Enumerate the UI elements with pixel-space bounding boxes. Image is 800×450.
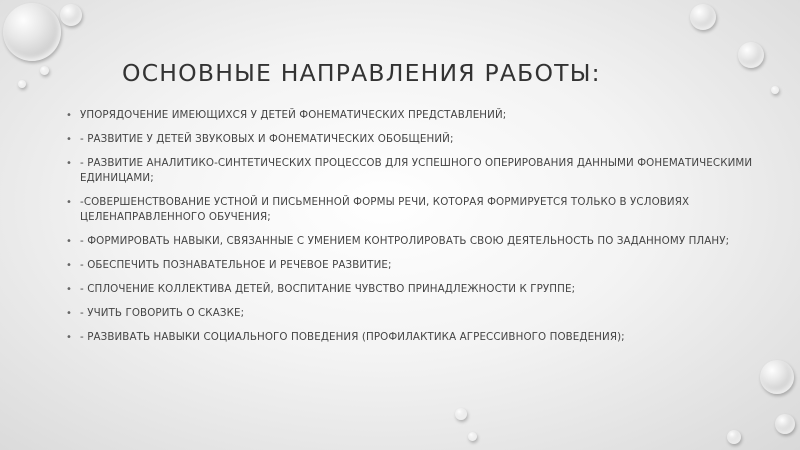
water-drop-decoration [738,42,764,68]
water-drop-decoration [690,4,716,30]
list-item-text: - ОБЕСПЕЧИТЬ ПОЗНАВАТЕЛЬНОЕ И РЕЧЕВОЕ РАЗВИТИЕ; [80,259,392,271]
list-item-text: УПОРЯДОЧЕНИЕ ИМЕЮЩИХСЯ У ДЕТЕЙ ФОНЕМАТИЧЕСКИХ ПРЕДСТАВЛЕНИЙ; [80,109,507,121]
list-item [66,282,756,297]
bullet-icon: • [66,308,72,319]
water-drop-decoration [40,66,49,75]
list-item [66,195,756,225]
bullet-icon: • [66,110,72,121]
bullet-icon: • [66,260,72,271]
list-item-text: - РАЗВИВАТЬ НАВЫКИ СОЦИАЛЬНОГО ПОВЕДЕНИЯ (ПРОФИЛАКТИКА АГРЕССИВНОГО ПОВЕДЕНИЯ); [80,331,625,343]
water-drop-decoration [455,408,467,420]
bullet-icon: • [66,236,72,247]
water-drop-decoration [760,360,794,394]
list-item [66,156,756,186]
list-item [66,132,756,147]
water-drop-decoration [60,4,82,26]
list-item-text: - РАЗВИТИЕ У ДЕТЕЙ ЗВУКОВЫХ И ФОНЕМАТИЧЕСКИХ ОБОБЩЕНИЙ; [80,133,454,145]
bullet-icon: • [66,134,72,145]
bullet-icon: • [66,332,72,343]
list-item-text: - РАЗВИТИЕ АНАЛИТИКО-СИНТЕТИЧЕСКИХ ПРОЦЕССОВ ДЛЯ УСПЕШНОГО ОПЕРИРОВАНИЯ ДАННЫМИ ФОНЕМАТИЧЕСКИМИ ЕДИНИЦАМИ; [80,157,753,184]
water-drop-decoration [771,86,779,94]
water-drop-decoration [18,80,26,88]
water-drop-decoration [3,3,61,61]
list-item [66,234,756,249]
directions-list [66,108,756,354]
bullet-icon: • [66,158,72,169]
list-item [66,108,756,123]
list-item [66,258,756,273]
slide-title: ОСНОВНЫЕ НАПРАВЛЕНИЯ РАБОТЫ: [122,59,601,87]
list-item [66,306,756,321]
list-item-text: - СПЛОЧЕНИЕ КОЛЛЕКТИВА ДЕТЕЙ, ВОСПИТАНИЕ ЧУВСТВО ПРИНАДЛЕЖНОСТИ К ГРУППЕ; [80,283,576,295]
list-item-text: -СОВЕРШЕНСТВОВАНИЕ УСТНОЙ И ПИСЬМЕННОЙ ФОРМЫ РЕЧИ, КОТОРАЯ ФОРМИРУЕТСЯ ТОЛЬКО В УСЛОВИЯХ ЦЕЛЕНАПРАВЛЕННОГО ОБУЧЕНИЯ; [80,196,690,223]
water-drop-decoration [727,430,741,444]
bullet-icon: • [66,284,72,295]
water-drop-decoration [775,414,795,434]
list-item [66,330,756,345]
water-drop-decoration [468,432,477,441]
list-item-text: - УЧИТЬ ГОВОРИТЬ О СКАЗКЕ; [80,307,245,319]
list-item-text: - ФОРМИРОВАТЬ НАВЫКИ, СВЯЗАННЫЕ С УМЕНИЕМ КОНТРОЛИРОВАТЬ СВОЮ ДЕЯТЕЛЬНОСТЬ ПО ЗАДАННОМУ ПЛАНУ; [80,235,730,247]
bullet-icon: • [66,197,72,208]
